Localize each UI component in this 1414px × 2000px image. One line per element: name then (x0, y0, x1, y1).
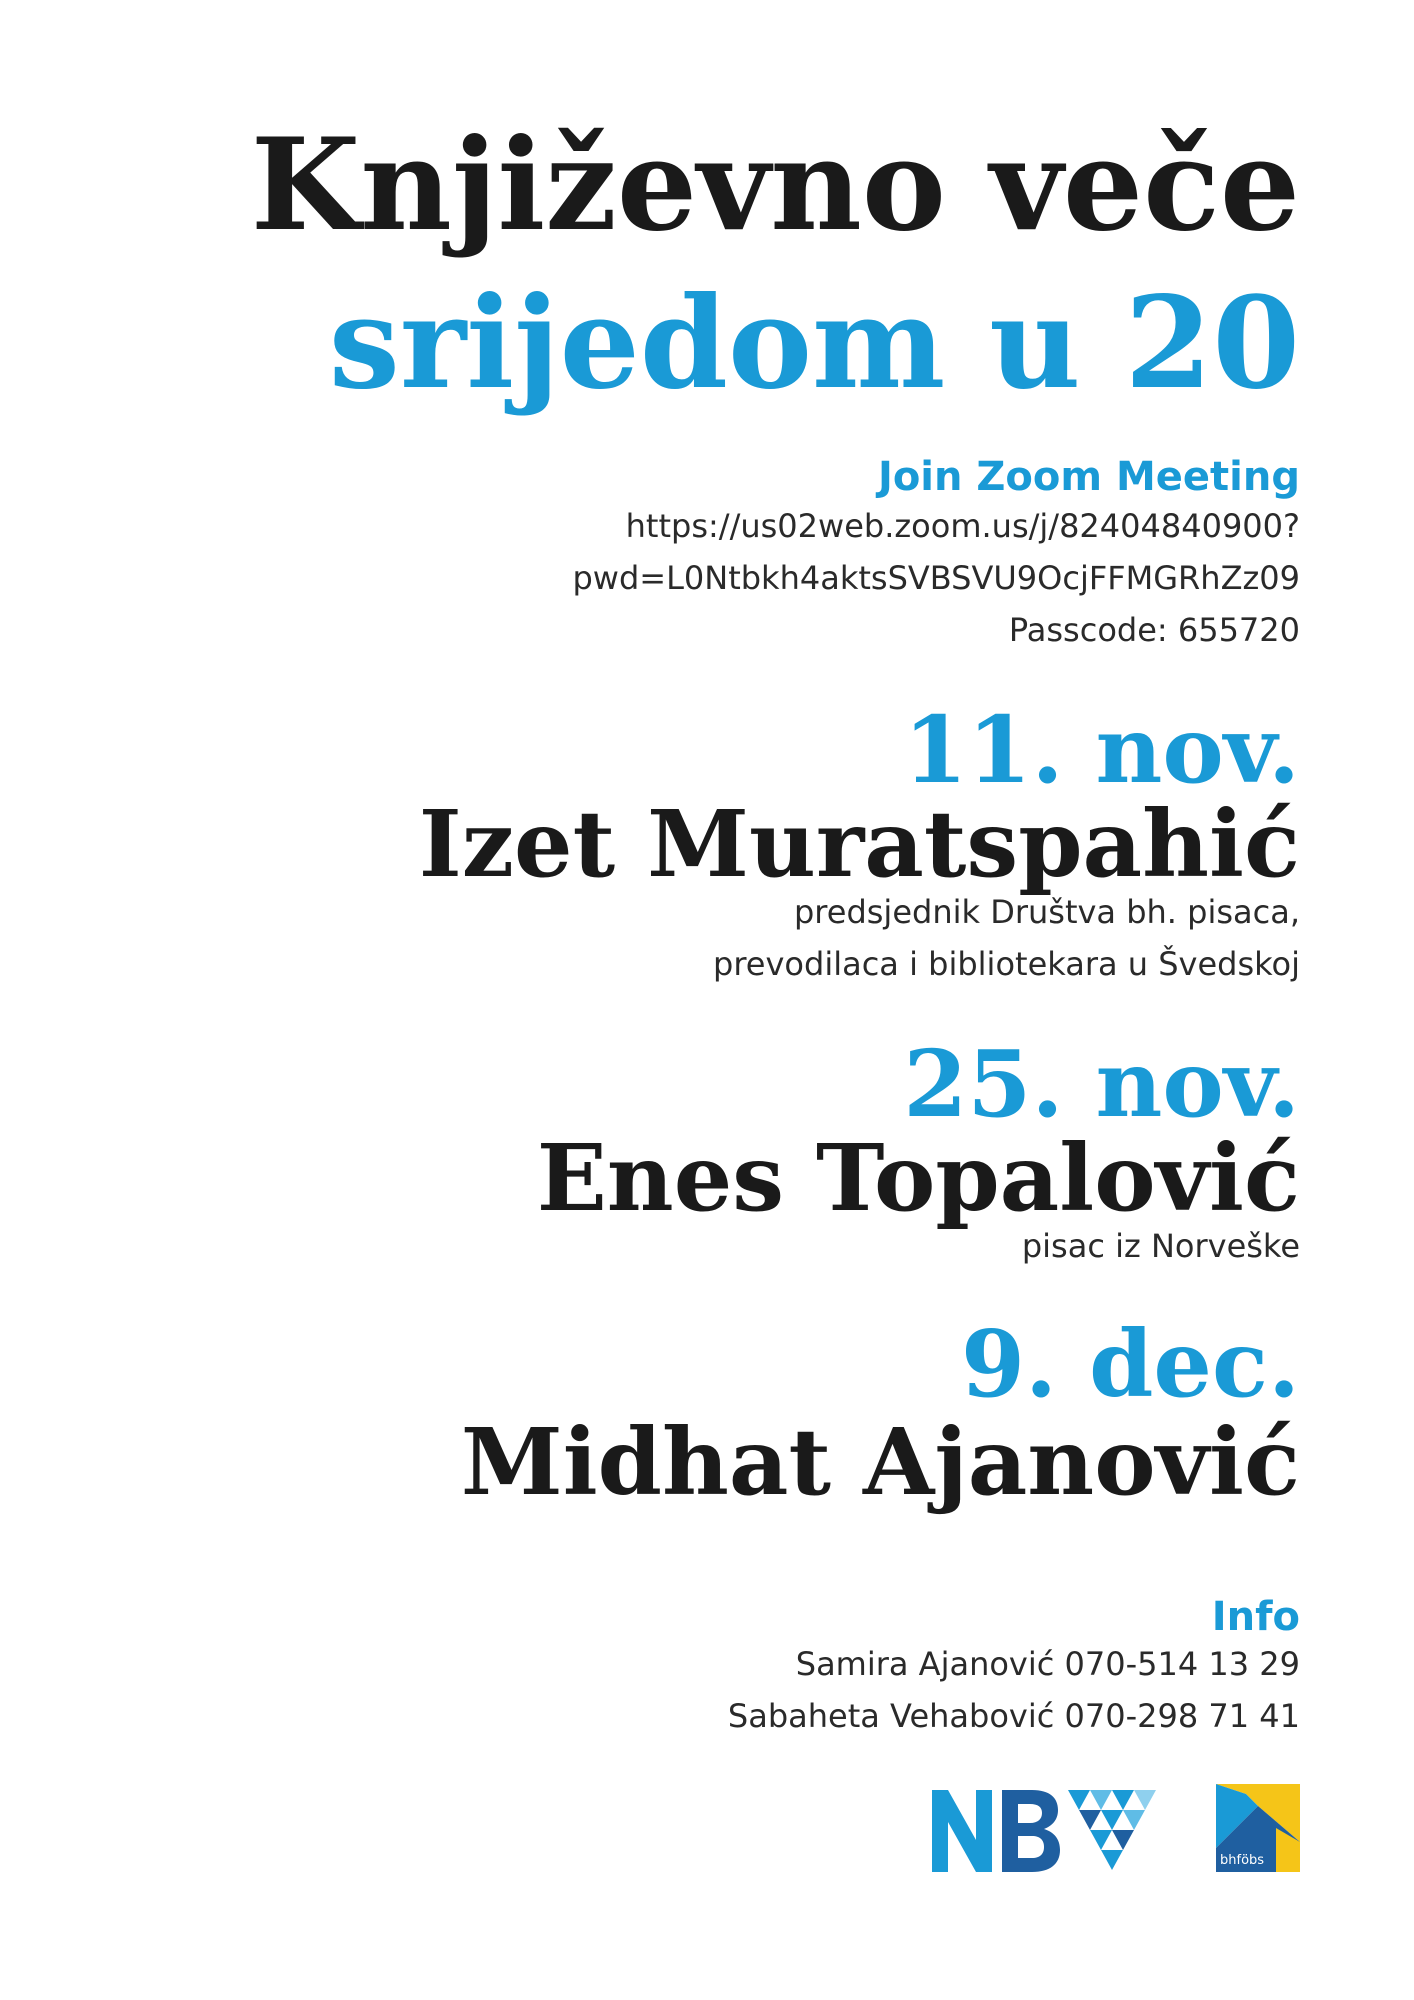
event-2-speaker: Enes Topalović (536, 1124, 1300, 1232)
contact-line-2: Sabaheta Vehabović 070-298 71 41 (727, 1697, 1300, 1735)
title-line-1: Književno veče (250, 111, 1300, 259)
event-1-speaker: Izet Muratspahić (418, 790, 1300, 898)
bhfobs-logo-text: bhföbs (1220, 1853, 1265, 1868)
zoom-link-line-1[interactable]: https://us02web.zoom.us/j/82404840900? (625, 507, 1300, 545)
event-2-role-line-1: pisac iz Norveške (1021, 1227, 1300, 1265)
info-heading: Info (1211, 1594, 1300, 1640)
zoom-link-line-2[interactable]: pwd=L0Ntbkh4aktsSVBSVU9OcjFFMGRhZz09 (572, 559, 1300, 597)
nbv-logo (932, 1788, 1178, 1872)
contact-line-1: Samira Ajanović 070-514 13 29 (795, 1645, 1300, 1683)
bhfobs-logo-wrap (1216, 1784, 1300, 1872)
event-3-speaker: Midhat Ajanović (460, 1408, 1300, 1516)
title-line-2: srijedom u 20 (328, 269, 1300, 417)
event-1-date: 11. nov. (903, 696, 1300, 804)
event-1-role-line-2: prevodilaca i bibliotekara u Švedskoj (713, 945, 1300, 983)
event-3-date: 9. dec. (961, 1310, 1300, 1418)
logo-row (932, 1782, 1300, 1872)
zoom-passcode: Passcode: 655720 (1008, 611, 1300, 649)
zoom-heading: Join Zoom Meeting (877, 454, 1300, 500)
event-1-role-line-1: predsjednik Društva bh. pisaca, (793, 893, 1300, 931)
event-2-date: 25. nov. (903, 1030, 1300, 1138)
